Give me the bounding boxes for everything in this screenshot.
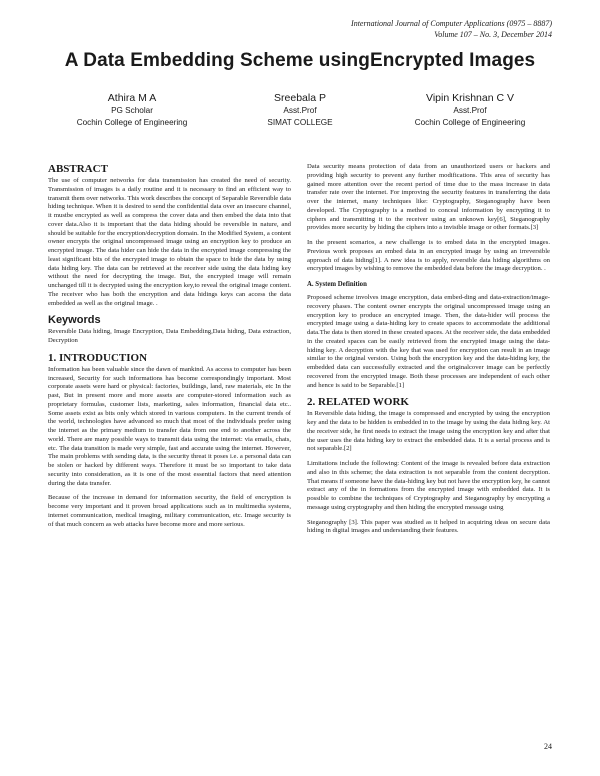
author-block-1 xyxy=(47,92,217,128)
introduction-heading: 1. INTRODUCTION xyxy=(48,351,148,364)
challenge-paragraph: In the present scenarios, a new challenge is to embed data in the encrypted images. Previous work proposes an embed data in an encrypted image by using an irreversible approach of data hiding[1]. A new idea is to apply, reversible data hiding algorithms on encrypted images by wishing to remove the embedded data before the image decryption. . xyxy=(307,239,550,273)
author-role: PG Scholar xyxy=(111,106,153,115)
system-definition-paragraph: Proposed scheme involves image encryption, data embed-ding and data-extraction/image-recovery phases. The content owner encrypts the original uncompressed image using an encryption key to produce an encrypted image. Then, the data-hider will process the encrypted image using a data-hiding key to create spaces to accommodate the additional data.The data is then stored in these created spaces. At the receiver side, the data embedded in the created spaces can be easily retrieved from the encrypted image using the data-hiding key. A decryption with the key that was used for encryption can result in an image similar to the original version. Using both the encryption key and the data-hiding key, the embedded data can successfully extracted and the originalcover image can be perfectly recovered from the encrypted image. Both these processes are independent of each other and hence is said to be Separable.[1] xyxy=(307,294,550,389)
author-affiliation: Cochin College of Engineering xyxy=(414,117,526,127)
author-block-3 xyxy=(385,92,555,128)
right-column xyxy=(307,163,550,542)
author-name: Athira M A xyxy=(107,92,157,104)
abstract-heading: ABSTRACT xyxy=(48,163,108,175)
author-role: Asst.Prof xyxy=(453,106,487,115)
introduction-paragraph-2: Because of the increase in demand for information security, the field of encryption is become very important and it proven broad applications such as in multimedia systems, internet communication, medical imaging, military communication, etc. Image security is of that much concern as web attacks have become more and more serious. xyxy=(48,494,291,528)
keywords-text: Reversible Data hiding, Image Encryption, Data Embedding,Data hiding, Data extraction, Decryption xyxy=(48,328,291,344)
journal-name: International Journal of Computer Applications (0975 – 8887) xyxy=(351,19,552,28)
journal-volume: Volume 107 – No. 3, December 2014 xyxy=(434,30,552,39)
abstract-text: The use of computer networks for data transmission has created the need of security. Transmission of images is a daily routine and it is necessary to find an efficient way to transmit them over networks. This work describes the concept of Separable Reversible data hiding technique. When it is desired to send the confidential data over an insecure channel, it mustbe encrypted as well as compress the cover data and then embed the data into that cover data.Also it is important that the data hiding should be reversible in nature, and should be suitable for the encryption/decryption domain. In the Modified System, a content owner encrypts the original uncompressed image using an encryption key to produce an encrypted image. The data hider can hide the data in the encrypted image compressing the least significant bits of the encrypted image to obtain the space to hide the data by using data hiding key. The data can be retrieved at the receiver side using the data hiding key without the need for decrypting the image. But, the encrypted image will remain unchanged till it is decrypted using the encryption key,to reveal the original image content. The receiver who has both the encryption and data hidings keys can access the data embedded as well as the original image. . xyxy=(48,177,291,307)
related-work-paragraph-3: Steganography [3]. This paper was studied as it helped in acquiring ideas on secure data hiding in digital images and understanding their features. xyxy=(307,518,550,535)
introduction-paragraph-1: Information has been valuable since the dawn of mankind. As access to computer has been increased, Security for such informations has become correspondingly important. Most corporate assets were hard or physical: factories, buildings, land, raw materials, etc In the past, But in present more and more assets are computer-stored information such as proprietary formulas, customer lists, marketing, sales information, financial data etc.. Some assets exist as bits only which stored in various computers. In the current trends of the world, technologies have advanced so much that most of the individuals prefer using the internet as the primary medium to transfer data from one end to another across the world. There are many possible ways to transmit data using the internet: via emails, chats, etc. The data transition is made very simple, fast and accurate using the internet. However, The main problems with sending data, is the security threat it poses i.e. a personal data can be stolen or hacked by different ways. Therefore it must be so important to take data security into consideration, as it is one of the most essential factors that need attention during the data transfer. xyxy=(48,365,291,487)
paper-title: A Data Embedding Scheme usingEncrypted Images xyxy=(64,50,536,71)
page-number: 24 xyxy=(544,742,552,751)
journal-header xyxy=(351,18,552,40)
author-affiliation: SIMAT COLLEGE xyxy=(267,117,333,127)
author-name: Sreebala P xyxy=(274,92,326,104)
system-definition-heading: A. System Definition xyxy=(307,281,367,288)
left-column xyxy=(48,163,291,535)
author-name: Vipin Krishnan C V xyxy=(426,92,514,104)
security-paragraph: Data security means protection of data from an unauthorized users or hackers and providing high security to prevent any further modifications. This area of security has gained more attention over the recent period of time due to the mass increase in data transfer rate over the internet. For improving the security features in transferring the data over the internet, many techniques like: Cryptography, Steganography have been developed. The Cryptography is a method to conceal information by encrypting it to ciphers and transmitting it to the receiver using an unknown key[6], Steganography provides more security by hiding the ciphers into a invisible image or other formats.[3] xyxy=(307,163,550,232)
related-work-heading: 2. RELATED WORK xyxy=(307,396,409,409)
author-block-2 xyxy=(215,92,385,128)
author-affiliation: Cochin College of Engineering xyxy=(76,117,188,127)
author-role: Asst.Prof xyxy=(283,106,317,115)
keywords-heading: Keywords xyxy=(48,314,101,327)
related-work-paragraph-2: Limitations include the following: Content of the image is revealed before data extraction and also in this scheme; the data extraction is not separable from the content decryption. That means if someone have the data-hiding key but not have the encryption key, he cannot extract any of the in formations from the encrypted image with embedded data. It is possible to combine the techniques of Cryptography and Steganography by encrypting a message using cryptography and then hiding the encrypted message using xyxy=(307,460,550,511)
related-work-paragraph-1: In Reversible data hiding, the image is compressed and encrypted by using the encryption key and the data to be hidden is embedded in to the image by using the data hiding key. At the receiver side, he first needs to extract the image using the encryption key and after that the user uses the data hiding key to extract the embedded data. It is a serial process and is not separable.[2] xyxy=(307,410,550,453)
